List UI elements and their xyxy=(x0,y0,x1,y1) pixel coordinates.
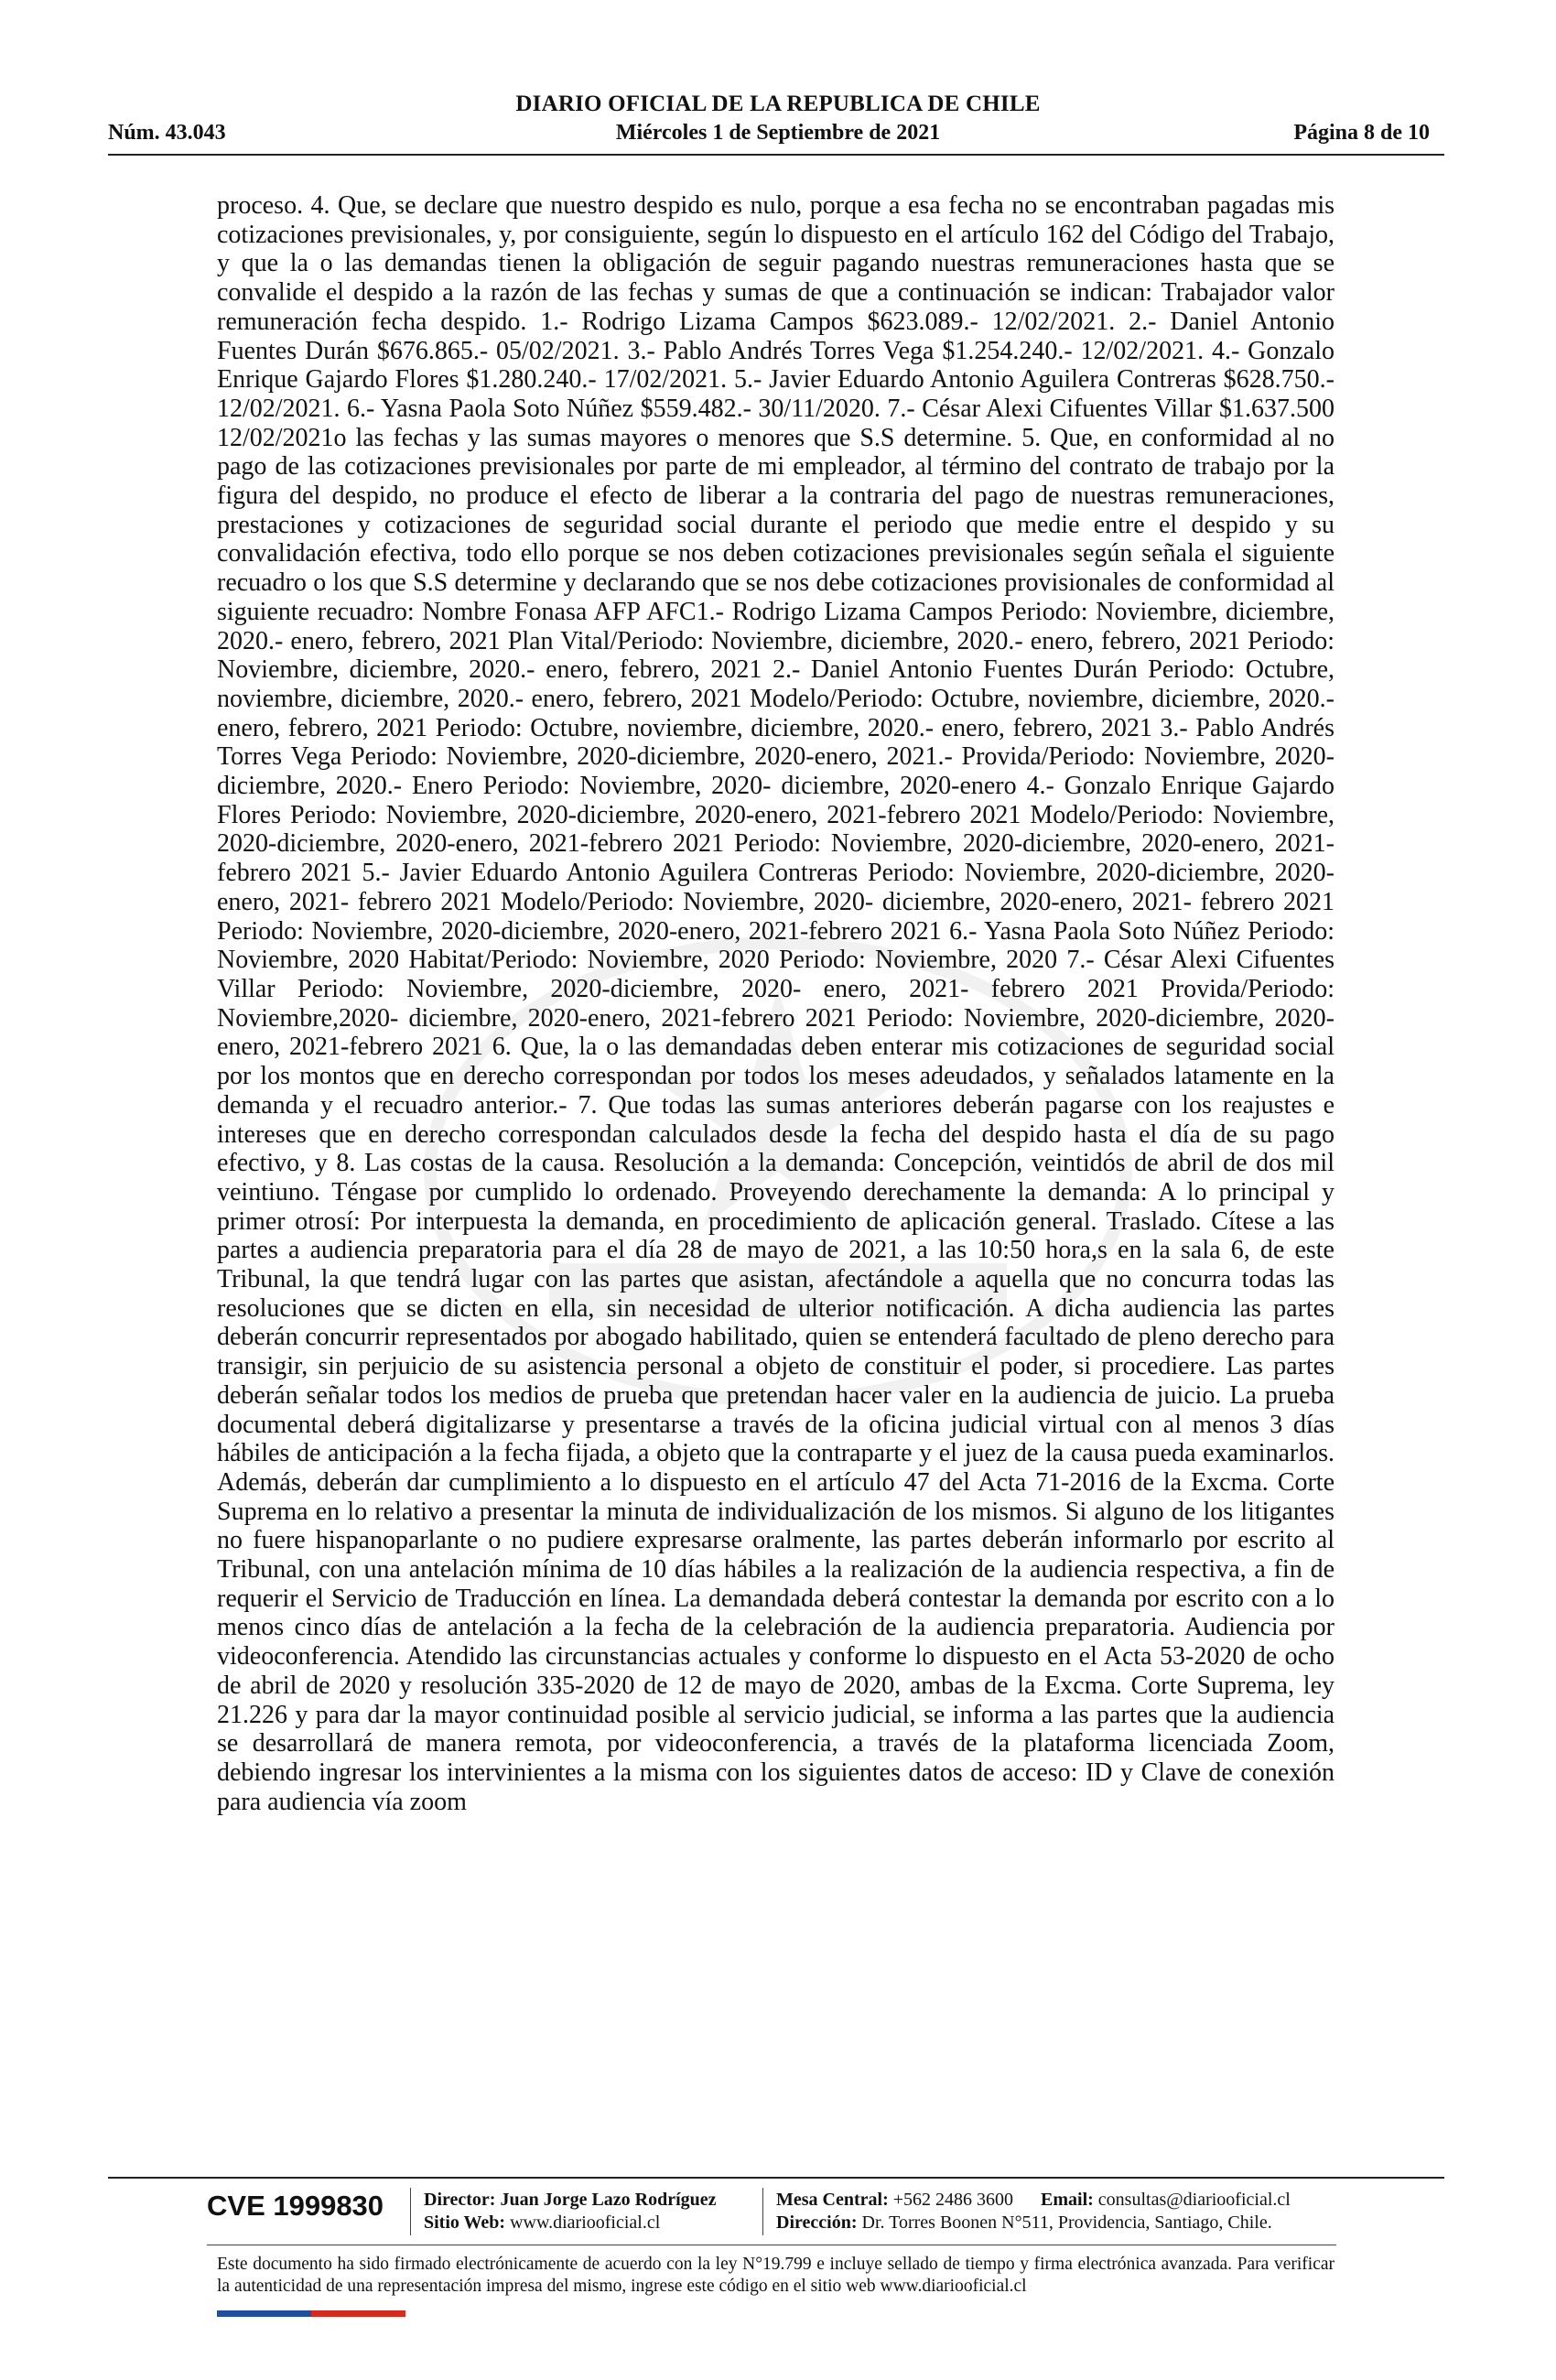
cve-code: CVE 1999830 xyxy=(207,2190,384,2222)
footer-separator xyxy=(410,2188,411,2235)
issue-number: Núm. 43.043 xyxy=(108,121,226,145)
website-label: Sitio Web: xyxy=(424,2212,506,2233)
header-divider xyxy=(108,154,1444,156)
phone-label: Mesa Central: xyxy=(776,2190,889,2210)
signature-notice: Este documento ha sido firmado electrónicamente de acuerdo con la ley N°19.799 e incluye sellado de tiempo y firma electrónica avanzada. Para verificar la autenticidad de una representación impresa del mismo, ingrese este código en el sitio web www.diariooficial.cl xyxy=(217,2255,1334,2296)
flag-blue-segment xyxy=(217,2310,311,2317)
website-link[interactable]: www.diariooficial.cl xyxy=(510,2212,661,2233)
footer-contact-right xyxy=(776,2189,1291,2234)
email-link[interactable]: consultas@diariooficial.cl xyxy=(1097,2190,1291,2210)
page-indicator: Página 8 de 10 xyxy=(1293,121,1430,145)
newspaper-title: DIARIO OFICIAL DE LA REPUBLICA DE CHILE xyxy=(515,92,1041,116)
address-label: Dirección: xyxy=(776,2212,858,2233)
email-label: Email: xyxy=(1041,2190,1094,2210)
footer-separator xyxy=(762,2188,763,2235)
flag-red-segment xyxy=(311,2310,405,2317)
flag-stripe xyxy=(217,2310,405,2317)
phone-number: +562 2486 3600 xyxy=(892,2190,1014,2210)
director-label: Director: xyxy=(424,2190,496,2210)
body-text: proceso. 4. Que, se declare que nuestro despido es nulo, porque a esa fecha no se encontraban pagadas mis cotizaciones previsionales, y, por consiguiente, según lo dispuesto en el artículo 162 del Código del Trabajo, y que la o las demandas tienen la obligación de seguir pagando nuestras remuneraciones hasta que se convalide el despido a la razón de las fechas y sumas de que a continuación se indican: Trabajador valor remuneración fecha despido. 1.- Rodrigo Lizama Campos $623.089.- 12/02/2021. 2.- Daniel Antonio Fuentes Durán $676.865.- 05/02/2021. 3.- Pablo Andrés Torres Vega $1.254.240.- 12/02/2021. 4.- Gonzalo Enrique Gajardo Flores $1.280.240.- 17/02/2021. 5.- Javier Eduardo Antonio Aguilera Contreras $628.750.- 12/02/2021. 6.- Yasna Paola Soto Núñez $559.482.- 30/11/2020. 7.- César Alexi Cifuentes Villar $1.637.500 12/02/2021o las fechas y las sumas mayores o menores que S.S determine. 5. Que, en conformidad al no pago de las cotizaciones previsionales por parte de mi empleador, al término del contrato de trabajo por la figura del despido, no produce el efecto de liberar a la contraria del pago de nuestras remuneraciones, prestaciones y cotizaciones de seguridad social durante el periodo que medie entre el despido y su convalidación efectiva, todo ello porque se nos deben cotizaciones previsionales según señala el siguiente recuadro o los que S.S determine y declarando que se nos debe cotizaciones provisionales de conformidad al siguiente recuadro: Nombre Fonasa AFP AFC1.- Rodrigo Lizama Campos Periodo: Noviembre, diciembre, 2020.- enero, febrero, 2021 Plan Vital/Periodo: Noviembre, diciembre, 2020.- enero, febrero, 2021 Periodo: Noviembre, diciembre, 2020.- enero, febrero, 2021 2.- Daniel Antonio Fuentes Durán Periodo: Octubre, noviembre, diciembre, 2020.- enero, febrero, 2021 Modelo/Periodo: Octubre, noviembre, diciembre, 2020.- enero, febrero, 2021 Periodo: Octubre, noviembre, diciembre, 2020.- enero, febrero, 2021 3.- Pablo Andrés Torres Vega Periodo: Noviembre, 2020-diciembre, 2020-enero, 2021.- Provida/Periodo: Noviembre, 2020-diciembre, 2020.- Enero Periodo: Noviembre, 2020- diciembre, 2020-enero 4.- Gonzalo Enrique Gajardo Flores Periodo: Noviembre, 2020-diciembre, 2020-enero, 2021-febrero 2021 Modelo/Periodo: Noviembre, 2020-diciembre, 2020-enero, 2021-febrero 2021 Periodo: Noviembre, 2020-diciembre, 2020-enero, 2021- febrero 2021 5.- Javier Eduardo Antonio Aguilera Contreras Periodo: Noviembre, 2020-diciembre, 2020- enero, 2021- febrero 2021 Modelo/Periodo: Noviembre, 2020- diciembre, 2020-enero, 2021- febrero 2021 Periodo: Noviembre, 2020-diciembre, 2020-enero, 2021-febrero 2021 6.- Yasna Paola Soto Núñez Periodo: Noviembre, 2020 Habitat/Periodo: Noviembre, 2020 Periodo: Noviembre, 2020 7.- César Alexi Cifuentes Villar Periodo: Noviembre, 2020-diciembre, 2020- enero, 2021- febrero 2021 Provida/Periodo: Noviembre,2020- diciembre, 2020-enero, 2021-febrero 2021 Periodo: Noviembre, 2020-diciembre, 2020-enero, 2021-febrero 2021 6. Que, la o las demandadas deben enterar mis cotizaciones de seguridad social por los montos que en derecho correspondan por todos los meses adeudados, y señalados latamente en la demanda y el recuadro anterior.- 7. Que todas las sumas anteriores deberán pagarse con los reajustes e intereses que en derecho correspondan calculados desde la fecha del despido hasta el día de su pago efectivo, y 8. Las costas de la causa. Resolución a la demanda: Concepción, veintidós de abril de dos mil veintiuno. Téngase por cumplido lo ordenado. Proveyendo derechamente la demanda: A lo principal y primer otrosí: Por interpuesta la demanda, en procedimiento de aplicación general. Traslado. Cítese a las partes a audiencia preparatoria para el día 28 de mayo de 2021, a las 10:50 hora,s en la sala 6, de este Tribunal, la que tendrá lugar con las partes que asistan, afectándole a aquella que no concurra todas las resoluciones que se dicten en ella, sin necesidad de ulterior notificación. A dicha audiencia las partes deberán concurrir representados por abogado habilitado, quien se entenderá facultado de pleno derecho para transigir, sin perjuicio de su asistencia personal a objeto de constituir el poder, si procediere. Las partes deberán señalar todos los medios de prueba que pretendan hacer valer en la audiencia de juicio. La prueba documental deberá digitalizarse y presentarse a través de la oficina judicial virtual con al menos 3 días hábiles de anticipación a la fecha fijada, a objeto que la contraparte y el juez de la causa pueda examinarlos. Además, deberán dar cumplimiento a lo dispuesto en el artículo 47 del Acta 71-2016 de la Excma. Corte Suprema en lo relativo a presentar la minuta de individualización de los mismos. Si alguno de los litigantes no fuere hispanoparlante o no pudiere expresarse oralmente, las partes deberán informarlo por escrito al Tribunal, con una antelación mínima de 10 días hábiles a la realización de la audiencia respectiva, a fin de requerir el Servicio de Traducción en línea. La demandada deberá contestar la demanda por escrito con a lo menos cinco días de antelación a la fecha de la celebración de la audiencia preparatoria. Audiencia por videoconferencia. Atendido las circunstancias actuales y conforme lo dispuesto en el Acta 53-2020 de ocho de abril de 2020 y resolución 335-2020 de 12 de mayo de 2020, ambas de la Excma. Corte Suprema, ley 21.226 y para dar la mayor continuidad posible al servicio judicial, se informa a las partes que la audiencia se desarrollará de manera remota, por videoconferencia, a través de la plataforma licenciada Zoom, debiendo ingresar los intervinientes a la misma con los siguientes datos de acceso: ID y Clave de conexión para audiencia vía zoom xyxy=(217,191,1334,1816)
issue-date: Miércoles 1 de Septiembre de 2021 xyxy=(615,121,941,145)
address-value: Dr. Torres Boonen N°511, Providencia, Santiago, Chile. xyxy=(861,2212,1272,2233)
director-name: Juan Jorge Lazo Rodríguez xyxy=(500,2190,717,2210)
footer-contact-left xyxy=(424,2189,717,2234)
footer-divider xyxy=(108,2177,1444,2179)
